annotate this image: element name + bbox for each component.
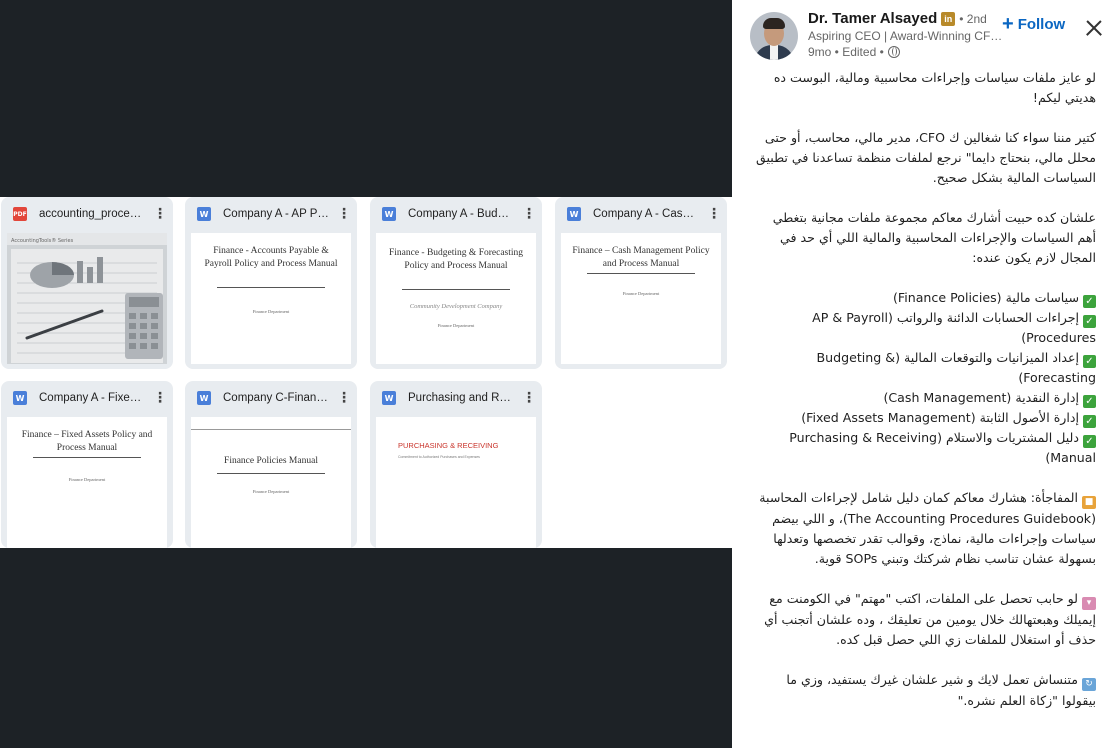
post-text — [754, 68, 1096, 711]
divider — [33, 457, 141, 458]
more-options-icon[interactable]: ⋮ — [153, 206, 167, 222]
list-item-text: إعداد الميزانيات والتوقعات المالية (Budgeting & Forecasting) — [816, 350, 1096, 385]
more-options-icon[interactable]: ⋮ — [707, 206, 721, 222]
author-headline: Aspiring CEO | Award-Winning CF… — [808, 29, 1003, 43]
close-icon[interactable] — [1082, 17, 1106, 41]
document-subtitle: Commitment to Authorized Purchases and Expenses — [398, 455, 480, 459]
word-file-icon: W — [382, 391, 396, 405]
file-name: Company A - Cas… — [593, 208, 694, 220]
refresh-icon: ↻ — [1082, 678, 1096, 691]
file-card[interactable] — [1, 381, 173, 548]
file-name: Company C-Finan… — [223, 392, 328, 404]
financial-documents-photo — [7, 233, 167, 364]
file-name: Purchasing and R… — [408, 392, 511, 404]
post-detail-panel — [732, 0, 1107, 748]
check-mark-icon: ✓ — [1083, 395, 1096, 408]
file-card-header — [555, 197, 727, 231]
author-row — [808, 10, 987, 27]
divider — [191, 429, 351, 430]
word-file-icon: W — [197, 207, 211, 221]
file-card[interactable] — [370, 197, 542, 369]
word-file-icon: W — [197, 391, 211, 405]
avatar[interactable] — [750, 12, 798, 60]
list-item-text: إجراءات الحسابات الدائنة والرواتب (AP & Payroll Procedures) — [812, 310, 1096, 345]
file-card-header — [1, 197, 173, 231]
file-card-header — [370, 197, 542, 231]
list-item — [754, 428, 1096, 468]
file-card[interactable] — [1, 197, 173, 369]
document-subtitle: Finance Department — [622, 291, 660, 296]
file-name: Company A - Fixe… — [39, 392, 142, 404]
list-item-text: سياسات مالية (Finance Policies) — [892, 290, 1079, 305]
post-intro: لو عايز ملفات سياسات وإجراءات محاسبية ومالية، البوست ده هديتي ليكم! — [773, 70, 1096, 105]
more-options-icon[interactable]: ⋮ — [153, 390, 167, 406]
list-item — [754, 308, 1096, 348]
divider — [217, 473, 325, 474]
request-text: لو حابب تحصل على الملفات، اكتب "مهتم" في الكومنت مع إيميلك وهبعتهالك خلال يومين من تعليقك ، وده علشان أتجنب أي حذف أو استغلال للملفات زي اللي حصل قبل كده. — [764, 591, 1096, 647]
post-timestamp: 9mo • Edited • — [808, 45, 884, 59]
file-thumbnail — [376, 417, 536, 548]
file-name: Company A - AP P… — [223, 208, 329, 220]
check-mark-icon: ✓ — [1083, 315, 1096, 328]
file-card-header — [1, 381, 173, 415]
file-name: accounting_proce… — [39, 208, 142, 220]
list-item-text: إدارة الأصول الثابتة (Fixed Assets Management) — [801, 410, 1079, 425]
more-options-icon[interactable]: ⋮ — [337, 206, 351, 222]
file-card-header — [185, 381, 357, 415]
post-meta — [808, 45, 900, 59]
file-thumbnail — [376, 233, 536, 364]
list-item — [754, 348, 1096, 388]
company-name: Community Development Company — [409, 303, 503, 310]
gift-icon: ■ — [1082, 496, 1096, 509]
divider — [402, 289, 510, 290]
surprise-text: المفاجأة: هشارك معاكم كمان دليل شامل لإجراءات المحاسبة (The Accounting Procedures Guidebook)، و اللي بيضم سياسات وإجراءات مالية، نماذج، وقوالب تقدر تخصصها وتعدلها بسهولة عشان تناسب نظام شركتك وتبني SOPs قوية. — [759, 490, 1096, 566]
document-title: Finance - Accounts Payable & Payroll Policy and Process Manual — [204, 246, 338, 269]
post-paragraph: كتير مننا سواء كنا شغالين ك CFO، مدير مالي، محاسب، أو حتى محلل مالي، بنحتاج دايما" نرجع لملفات منظمة تساعدنا في تطبيق السياسات المالية بشكل صحيح. — [755, 130, 1096, 185]
file-card[interactable] — [370, 381, 542, 548]
file-thumbnail — [191, 417, 351, 548]
divider — [587, 273, 695, 274]
file-card-header — [185, 197, 357, 231]
pdf-file-icon: PDF — [13, 207, 27, 221]
word-file-icon: W — [567, 207, 581, 221]
closing-text: متنساش تعمل لايك و شير علشان غيرك يستفيد، وزي ما بيقولوا "زكاة العلم نشره." — [786, 672, 1096, 708]
file-thumbnail — [561, 233, 721, 364]
document-title: Finance – Cash Management Policy and Process Manual — [572, 246, 710, 269]
attachments-grid — [0, 197, 732, 548]
check-mark-icon: ✓ — [1083, 355, 1096, 368]
document-subtitle: Finance Department — [437, 323, 475, 328]
file-card[interactable] — [555, 197, 727, 369]
premium-badge-icon: in — [941, 12, 955, 26]
post-paragraph — [754, 670, 1096, 711]
file-card[interactable] — [185, 197, 357, 369]
author-name[interactable]: Dr. Tamer Alsayed — [808, 10, 938, 27]
globe-icon — [888, 46, 900, 58]
plus-icon: + — [1002, 13, 1014, 35]
document-title: Finance - Budgeting & Forecasting Policy and Process Manual — [388, 248, 524, 271]
divider — [217, 287, 325, 288]
list-item — [754, 408, 1096, 428]
pdf-series-label: AccountingTools® Series — [11, 238, 74, 244]
document-subtitle: Finance Department — [68, 477, 106, 482]
list-item-text: إدارة النقدية (Cash Management) — [883, 390, 1079, 405]
document-subtitle: Finance Department — [252, 489, 290, 494]
file-card[interactable] — [185, 381, 357, 548]
more-options-icon[interactable]: ⋮ — [337, 390, 351, 406]
check-mark-icon: ✓ — [1083, 435, 1096, 448]
follow-button[interactable] — [1002, 15, 1065, 33]
post-paragraph — [754, 589, 1096, 650]
word-file-icon: W — [382, 207, 396, 221]
check-mark-icon: ✓ — [1083, 295, 1096, 308]
inbox-tray-icon: ▾ — [1082, 597, 1096, 610]
document-subtitle: Finance Department — [252, 309, 290, 314]
word-file-icon: W — [13, 391, 27, 405]
check-mark-icon: ✓ — [1083, 415, 1096, 428]
file-card-header — [370, 381, 542, 415]
file-name: Company A - Bud… — [408, 208, 509, 220]
follow-label: Follow — [1017, 15, 1066, 33]
document-title: Finance – Fixed Assets Policy and Process Manual — [21, 430, 153, 453]
list-item — [754, 388, 1096, 408]
document-title: Finance Policies Manual — [224, 456, 318, 466]
more-options-icon[interactable]: ⋮ — [522, 390, 536, 406]
post-paragraph: علشان كده حبيت أشارك معاكم مجموعة ملفات مجانية بتغطي أهم السياسات والإجراءات المحاسبية والمالية اللي أي حد في المجال لازم يكون عنده: — [772, 210, 1096, 265]
connection-degree: • 2nd — [959, 11, 987, 26]
more-options-icon[interactable]: ⋮ — [522, 206, 536, 222]
document-title: PURCHASING & RECEIVING — [398, 441, 499, 450]
list-item-text: دليل المشتريات والاستلام (Purchasing & Receiving Manual) — [789, 430, 1096, 465]
file-thumbnail — [191, 233, 351, 364]
file-thumbnail — [7, 233, 167, 364]
list-item — [754, 288, 1096, 308]
file-thumbnail — [7, 417, 167, 548]
post-paragraph — [754, 488, 1096, 569]
